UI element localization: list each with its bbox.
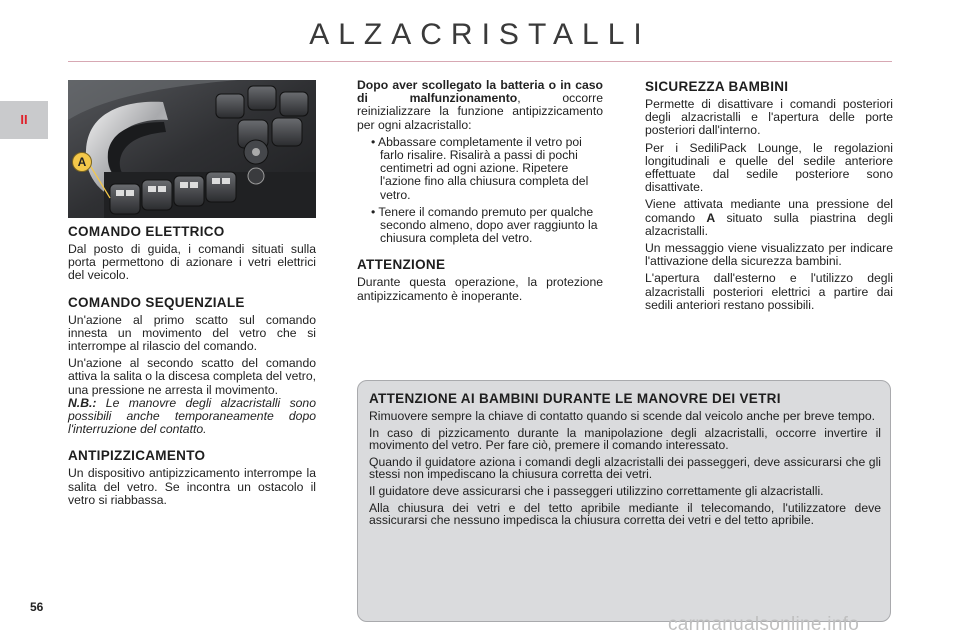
left-column: [68, 224, 316, 507]
text-sicurezza-3: [645, 198, 893, 238]
reinit-intro-bold: Dopo aver scollegato la batteria o in caso di malfunzionamento: [357, 78, 603, 106]
warning-paragraph: Il guidatore deve assicurarsi che i passeggeri utilizzino correttamente gli alzacristalli.: [369, 483, 824, 498]
reinit-intro-text: , occorre reinizializzare la funzione antipizzicamento per ogni alzacristallo:: [357, 91, 603, 132]
callout-label-a: A: [72, 152, 92, 172]
heading-antipizzicamento: ANTIPIZZICAMENTO: [68, 448, 206, 464]
heading-sicurezza-bambini: SICUREZZA BAMBINI: [645, 79, 789, 94]
door-panel-photo: [68, 80, 316, 218]
warning-paragraph: Alla chiusura dei vetri e del tetto apribile mediante il telecomando, l'utilizzatore deve assicurarsi che nessuno impedisca la chiusura corretta dei vetri e del tetto apribile.: [369, 500, 881, 528]
text-sequenziale-2: Un'azione al secondo scatto del comando attiva la salita o la discesa completa del vetro, una pressione ne arresta il movimento.: [68, 356, 316, 397]
text-attenzione: Durante questa operazione, la protezione antipizzicamento è inoperante.: [357, 275, 603, 303]
heading-comando-elettrico: COMANDO ELETTRICO: [68, 224, 225, 239]
nota-bene: [68, 397, 316, 437]
door-panel-illustration: [68, 80, 316, 218]
warning-paragraph: In caso di pizzicamento durante la manipolazione degli alzacristalli, occorre invertire il movimento del vetro. Per fare ciò, premere il comando interessato.: [369, 425, 881, 453]
text-sequenziale-1: Un'azione al primo scatto sul comando innesta un movimento del vetro che si interrompe al rilascio del comando.: [68, 312, 316, 354]
text-sicurezza-3-bold: A: [706, 210, 716, 225]
text-sicurezza-1: Permette di disattivare i comandi posteriori degli alzacristalli e l'apertura delle porte posteriori dall'interno.: [645, 97, 893, 138]
nota-bene-text: Le manovre degli alzacristalli sono possibili anche temporaneamente dopo l'interruzione del contatto.: [68, 395, 316, 437]
right-column: [645, 79, 893, 312]
warning-paragraph: Quando il guidatore aziona i comandi degli alzacristalli dei passeggeri, deve assicurarsi che gli stessi non impediscano la chiusura corretta dei vetri.: [369, 454, 881, 482]
nota-bene-label: N.B.:: [68, 395, 97, 410]
text-sicurezza-2: Per i SediliPack Lounge, le regolazioni longitudinali e quelle del sedile anteriore effettuate dal sedile posteriore sono disattivate.: [645, 140, 893, 195]
warning-heading: ATTENZIONE AI BAMBINI DURANTE LE MANOVRE DEI VETRI: [369, 391, 781, 406]
page-title: ALZACRISTALLI: [309, 18, 651, 51]
title-rule: [68, 61, 892, 62]
text-antipizzicamento: Un dispositivo antipizzicamento interrompe la salita del vetro. Se incontra un ostacolo il vetro si riabbassa.: [68, 466, 316, 507]
text-sicurezza-5: L'apertura dall'esterno e l'utilizzo degli alzacristalli posteriori elettrici a partire dai sedili anteriori restano possibili.: [645, 271, 893, 312]
reinit-intro: [357, 79, 603, 132]
reinit-step: • Abbassare completamente il vetro poi farlo risalire. Risalirà a passi di pochi centimetri ad ogni azione. Ripetere l'azione fino alla chiusura completa del vetro.: [371, 134, 589, 202]
watermark: carmanualsonline.info: [668, 614, 860, 635]
text-sicurezza-3b: situato sulla piastrina degli alzacristalli.: [645, 210, 893, 238]
text-sicurezza-4: Un messaggio viene visualizzato per indicare l'attivazione della sicurezza bambini.: [645, 241, 893, 269]
text-sicurezza-3a: Viene attivata mediante una pressione del comando: [645, 197, 893, 225]
heading-comando-sequenziale: COMANDO SEQUENZIALE: [68, 294, 245, 310]
text-comando-elettrico: Dal posto di guida, i comandi situati sulla porta permettono di azionare i vetri elettrici del veicolo.: [68, 242, 316, 283]
chapter-tab: II: [0, 101, 48, 139]
middle-column: [357, 79, 603, 303]
page-number: 56: [30, 600, 44, 614]
reinit-step: • Tenere il comando premuto per qualche secondo almeno, dopo aver raggiunto la chiusura completa del vetro.: [371, 204, 598, 246]
warning-box: [357, 380, 891, 622]
heading-attenzione: ATTENZIONE: [357, 257, 446, 273]
reinit-steps: [357, 136, 603, 246]
warning-paragraph: Rimuovere sempre la chiave di contatto quando si scende dal veicolo anche per breve tempo.: [369, 409, 876, 423]
